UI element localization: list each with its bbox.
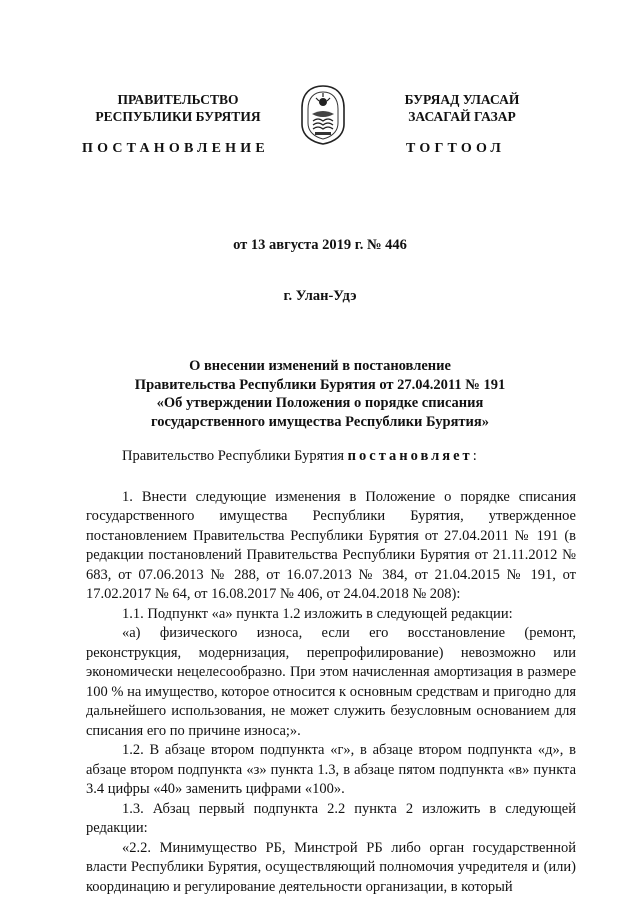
decree-body: [86, 447, 576, 897]
paragraph-2-2-text: «2.2. Минимущество РБ, Минстрой РБ либо орган государственной власти Республики Бурятия, осуществляющий полномочия учредителя и (или) координацию и регулирование деятельности организации, в который: [86, 839, 576, 895]
issuer-ru-line1: ПРАВИТЕЛЬСТВО: [117, 92, 239, 107]
decree-date-number: от 13 августа 2019 г. № 446: [233, 237, 407, 253]
paragraph-1: 1. Внести следующие изменения в Положение о порядке списания государственного имущества Республики Бурятия, утвержденное постановлением Правительства Республики Бурятия от 27.04.2011 № 191 (в редакции постановлений Правительства Республики Бурятия от 21.11.2012 № 683, от 07.06.2013 № 288, от 16.07.2013 № 384, от 21.04.2015 № 191, от 17.02.2017 № 64, от 16.08.2017 № 406, от 24.04.2018 № 208):: [86, 488, 576, 602]
intro-paragraph: [86, 447, 576, 467]
issuer-bur-line1: БУРЯАД УЛАСАЙ: [404, 92, 520, 107]
paragraph-1-2: 1.2. В абзаце втором подпункта «г», в абзаце втором подпункта «д», в абзаце втором подпункта «з» пункта 1.3, в абзаце пятом подпункта «в» пункта 3.4 цифры «40» заменить цифрами «100».: [86, 742, 576, 797]
issuer-ru: [88, 91, 268, 125]
title-line3: «Об утверждении Положения о порядке списания: [156, 395, 484, 411]
title-line4: государственного имущества Республики Бурятия»: [151, 413, 489, 430]
intro-prefix: Правительство Республики Бурятия: [122, 448, 348, 464]
paragraph-1-1-text: «а) физического износа, если его восстановление (ремонт, реконструкция, модернизация, перепрофилирование) невозможно или экономически нецелесообразно. При этом начисленная амортизация в размере 100 % на имущество, которое относится к основным средствам и пригодно для дальнейшего использования, не может служить безусловным основанием для списания его по причине износа;».: [86, 625, 576, 739]
issuer-bur-line2: ЗАСАГАЙ ГАЗАР: [408, 109, 516, 124]
issuer-bur: [372, 91, 552, 125]
intro-keyword: постановляет: [347, 448, 473, 464]
title-line1: О внесении изменений в постановление: [189, 358, 451, 374]
title-line2: Правительства Республики Бурятия от 27.04.2011 № 191: [134, 376, 506, 393]
paragraph-1-3: 1.3. Абзац первый подпункта 2.2 пункта 2 изложить в следующей редакции:: [86, 800, 576, 836]
coat-of-arms-icon: [298, 84, 348, 146]
decree-title: [0, 357, 640, 431]
issuer-ru-line2: РЕСПУБЛИКИ БУРЯТИЯ: [95, 109, 261, 124]
decree-city: г. Улан-Удэ: [283, 288, 357, 304]
intro-suffix: :: [472, 448, 477, 464]
paragraph-1-1: 1.1. Подпункт «а» пункта 1.2 изложить в следующей редакции:: [122, 605, 513, 622]
decree-label-bur: ТОГТООЛ: [406, 141, 506, 156]
decree-label-ru: ПОСТАНОВЛЕНИЕ: [82, 141, 269, 156]
